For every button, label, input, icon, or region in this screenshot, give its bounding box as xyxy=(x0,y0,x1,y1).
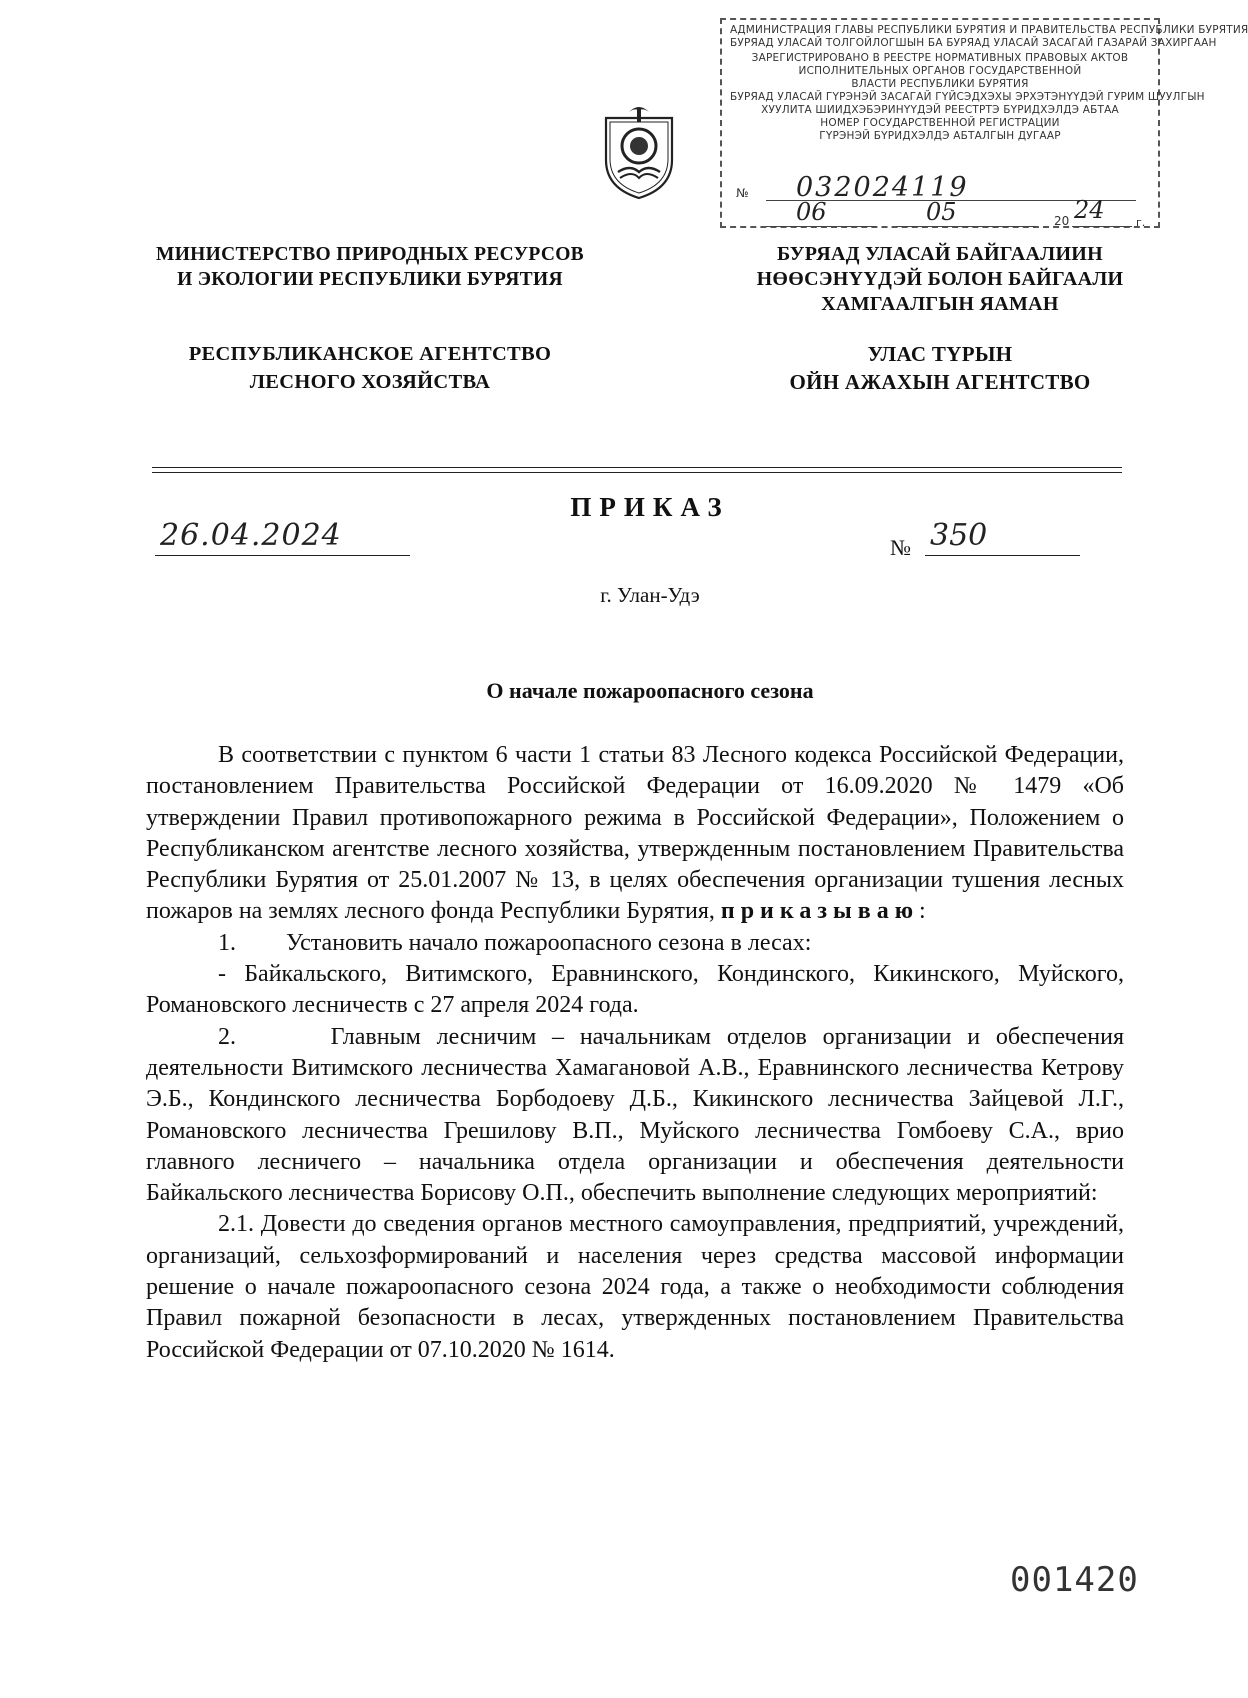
list-item xyxy=(146,1209,1124,1365)
coat-of-arms-emblem xyxy=(600,100,678,200)
stamp-line: ХУУЛИТА ШИИДХЭБЭРИНҮҮДЭЙ РЕЕСТРТЭ БҮРИДХЭЛДЭ АБТАА xyxy=(761,104,1119,116)
ministry-name-ru-line: И ЭКОЛОГИИ РЕСПУБЛИКИ БУРЯТИЯ xyxy=(177,269,563,290)
stamp-line: БУРЯАД УЛАСАЙ ГҮРЭНЭЙ ЗАСАГАЙ ГҮЙСЭДХЭХЫ ЭРХЭТЭНҮҮДЭЙ ГУРИМ ШУУЛГЫН xyxy=(730,91,1205,103)
ministry-name-bua-line: ХАМГААЛГЫН ЯАМАН xyxy=(821,293,1059,315)
agency-name-ru-line: РЕСПУБЛИКАНСКОЕ АГЕНТСТВО xyxy=(188,343,552,365)
item-number: 2.1. xyxy=(218,1211,254,1238)
preamble-paragraph xyxy=(146,740,1124,928)
sheet-number: 001420 xyxy=(1010,1560,1139,1600)
stamp-year-end: г. xyxy=(1136,216,1146,229)
ministry-name-bua xyxy=(740,242,1140,317)
agency-name-ru-line: ЛЕСНОГО ХОЗЯЙСТВА xyxy=(249,371,491,393)
stamp-year-prefix: 20 xyxy=(1054,214,1070,228)
stamp-day-underline xyxy=(766,226,876,227)
agency-name-bua-line: УЛАС ТҮРЫН xyxy=(867,342,1013,366)
order-date-handwritten: 26.04.2024 xyxy=(160,518,342,553)
order-number-handwritten: 350 xyxy=(930,518,988,553)
stamp-month: 05 xyxy=(926,198,957,226)
order-body xyxy=(146,740,1124,1366)
stamp-line: АДМИНИСТРАЦИЯ ГЛАВЫ РЕСПУБЛИКИ БУРЯТИЯ И ПРАВИТЕЛЬСТВА РЕСПУБЛИКИ БУРЯТИЯ xyxy=(730,24,1248,36)
stamp-line: ЗАРЕГИСТРИРОВАНО В РЕЕСТРЕ НОРМАТИВНЫХ ПРАВОВЫХ АКТОВ xyxy=(751,52,1129,64)
item-text: Довести до сведения органов местного самоуправления, предприятий, учреждений, организаций, сельхозформирований и населения через средства массовой информации решение о начале пожароопасного сезона 2024 года, а также о необходимости соблюдения Правил пожарной безопасности в лесах, утвержденных постановлением Правительства Российской Федерации от 07.10.2020 № 1614. xyxy=(146,1211,1125,1363)
stamp-year-underline xyxy=(1072,226,1132,227)
stamp-number-label: № xyxy=(736,186,749,200)
agency-name-bua xyxy=(740,340,1140,396)
item-text: Установить начало пожароопасного сезона в лесах: xyxy=(286,929,812,956)
order-number-label: № xyxy=(890,535,911,560)
header-divider xyxy=(152,467,1122,468)
stamp-day: 06 xyxy=(796,198,827,226)
header-divider xyxy=(152,472,1122,473)
ministry-name-bua-line: БУРЯАД УЛАСАЙ БАЙГААЛИИН xyxy=(776,243,1104,265)
ministry-name-ru-line: МИНИСТЕРСТВО ПРИРОДНЫХ РЕСУРСОВ xyxy=(156,244,584,265)
stamp-month-underline xyxy=(896,226,1036,227)
registration-stamp xyxy=(720,18,1248,229)
item-text: Главным лесничим – начальникам отделов организации и обеспечения деятельности Витимского лесничества Хамагановой А.В., Еравнинского лесничества Кетрову Э.Б., Кондинского лесничества Борбодоеву Д.Б., Кикинского лесничества Зайцевой Л.Г., Романовского лесничества Грешилову В.П., Муйского лесничества Гомбоеву С.А., врио главного лесничего – начальника отдела организации и обеспечения деятельности Байкальского лесничества Борисову О.П., обеспечить выполнение следующих мероприятий: xyxy=(146,1023,1125,1207)
stamp-line: НОМЕР ГОСУДАРСТВЕННОЙ РЕГИСТРАЦИИ xyxy=(820,117,1060,129)
item-detail-paragraph: - Байкальского, Витимского, Еравнинского, Кондинского, Кикинского, Муйского, Романовского лесничеств с 27 апреля 2024 года. xyxy=(146,961,1124,1019)
stamp-registration-number: 032024119 xyxy=(796,172,969,203)
list-item xyxy=(146,928,1124,959)
agency-name-ru xyxy=(140,340,600,396)
document-title: ПРИКАЗ xyxy=(570,492,730,522)
stamp-year-suffix: 24 xyxy=(1074,196,1105,224)
item-number: 2. xyxy=(218,1023,236,1050)
item-number: 1. xyxy=(218,929,236,956)
order-word: приказываю xyxy=(720,898,920,925)
order-colon: : xyxy=(919,898,926,925)
ministry-name-bua-line: НӨӨСЭНҮҮДЭЙ БОЛОН БАЙГААЛИ xyxy=(756,268,1124,290)
stamp-date-row xyxy=(736,196,1146,230)
order-city: г. Улан-Удэ xyxy=(600,583,700,607)
list-item xyxy=(146,1022,1124,1210)
stamp-line: ИСПОЛНИТЕЛЬНЫХ ОРГАНОВ ГОСУДАРСТВЕННОЙ xyxy=(798,65,1082,77)
order-date-underline xyxy=(155,555,410,556)
stamp-line: ГҮРЭНЭЙ БҮРИДХЭЛДЭ АБТАЛГЫН ДУГААР xyxy=(819,130,1061,142)
stamp-line: ВЛАСТИ РЕСПУБЛИКИ БУРЯТИЯ xyxy=(851,78,1029,90)
order-subject: О начале пожароопасного сезона xyxy=(486,678,814,703)
stamp-line: БУРЯАД УЛАСАЙ ТОЛГОЙЛОГШЫН БА БУРЯАД УЛАСАЙ ЗАСАГАЙ ГАЗАРАЙ ЗАХИРГААН xyxy=(730,37,1217,49)
order-number-underline xyxy=(925,555,1080,556)
ministry-name-ru xyxy=(140,242,600,292)
preamble-text: В соответствии с пунктом 6 части 1 статьи 83 Лесного кодекса Российской Федерации, постановлением Правительства Российской Федерации от 16.09.2020 № 1479 «Об утверждении Правил противопожарного режима в Российской Федерации», Положением о Республиканском агентстве лесного хозяйства, утвержденным постановлением Правительства Республики Бурятия от 25.01.2007 № 13, в целях обеспечения организации тушения лесных пожаров на землях лесного фонда Республики Бурятия, xyxy=(146,742,1124,925)
agency-name-bua-line: ОЙН АЖАХЫН АГЕНТСТВО xyxy=(789,370,1091,394)
